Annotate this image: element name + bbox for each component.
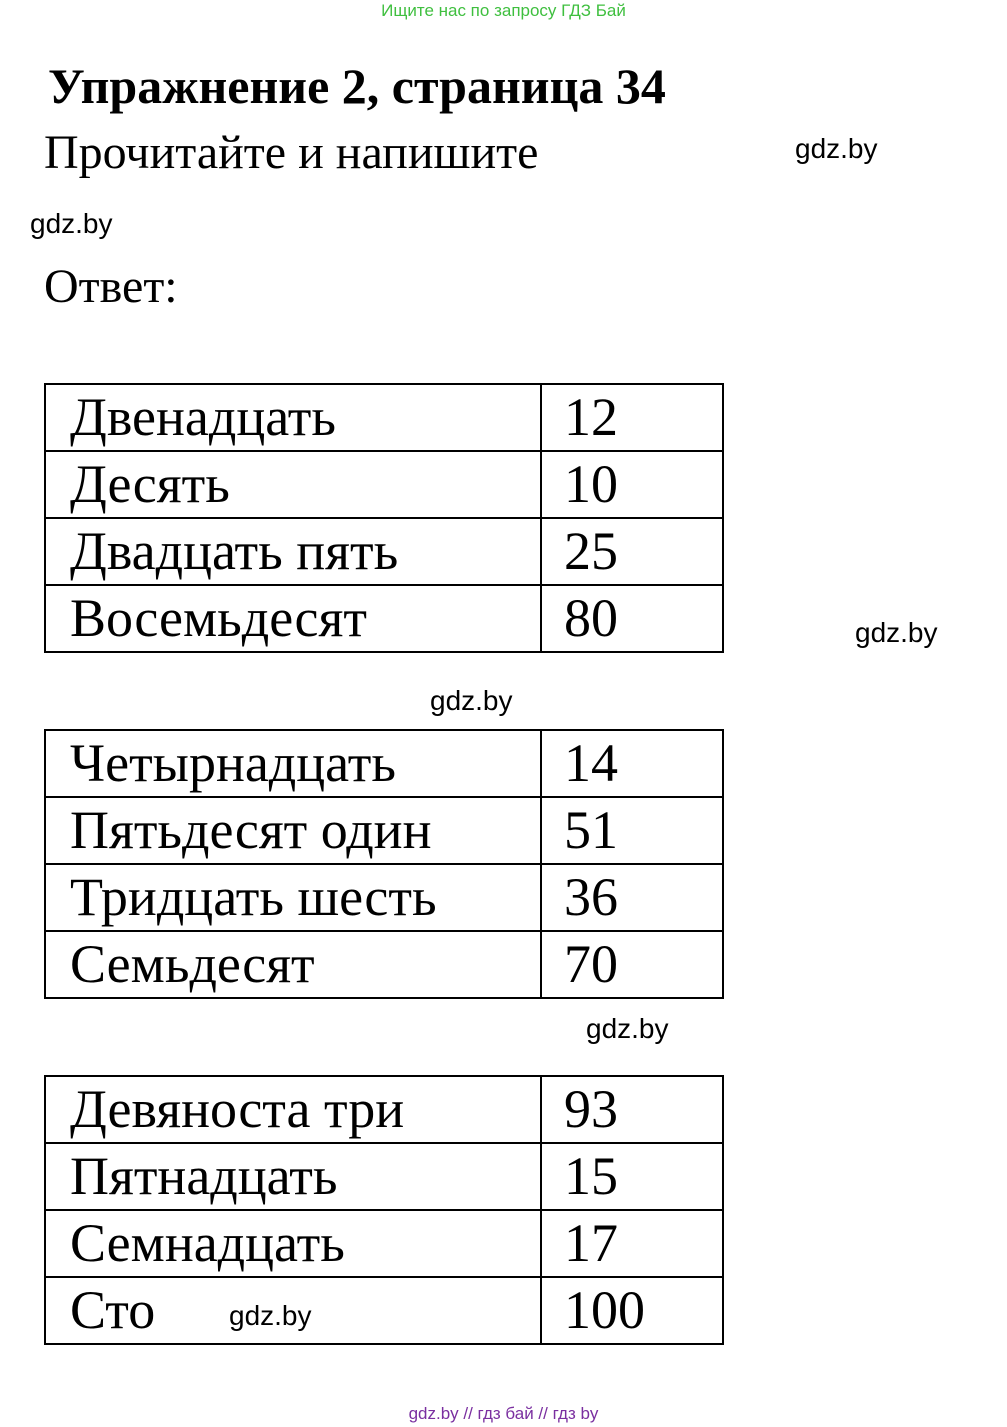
table-row: [45, 1076, 723, 1143]
table-row: [45, 384, 723, 451]
number-value: 12: [541, 384, 723, 451]
table-row: [45, 730, 723, 797]
number-word: Двадцать пять: [45, 518, 541, 585]
table-row: [45, 1210, 723, 1277]
table-row: [45, 931, 723, 998]
table-row: [45, 864, 723, 931]
number-word: Семьдесят: [45, 931, 541, 998]
number-word: Двенадцать: [45, 384, 541, 451]
number-word: Сто: [45, 1277, 541, 1344]
number-table-2: [44, 729, 724, 999]
number-word: Четырнадцать: [45, 730, 541, 797]
table-row: [45, 1143, 723, 1210]
number-value: 36: [541, 864, 723, 931]
table-row: [45, 1277, 723, 1344]
number-value: 80: [541, 585, 723, 652]
footer-links[interactable]: gdz.by // гдз бай // гдз by: [408, 1404, 599, 1423]
number-table-1: [44, 383, 724, 653]
watermark: gdz.by: [430, 685, 513, 716]
watermark: gdz.by: [30, 208, 113, 239]
table-row: [45, 518, 723, 585]
number-word: Семнадцать: [45, 1210, 541, 1277]
watermark: gdz.by: [795, 133, 878, 164]
number-value: 10: [541, 451, 723, 518]
number-value: 14: [541, 730, 723, 797]
number-word: Десять: [45, 451, 541, 518]
number-value: 70: [541, 931, 723, 998]
watermark: gdz.by: [229, 1300, 312, 1331]
number-word: Пятнадцать: [45, 1143, 541, 1210]
number-word: Пятьдесят один: [45, 797, 541, 864]
page-title: Упражнение 2, страница 34: [48, 58, 666, 114]
number-value: 93: [541, 1076, 723, 1143]
number-value: 25: [541, 518, 723, 585]
number-value: 17: [541, 1210, 723, 1277]
table-row: [45, 797, 723, 864]
number-value: 15: [541, 1143, 723, 1210]
table-row: [45, 451, 723, 518]
answer-label: Ответ:: [44, 260, 178, 313]
watermark: gdz.by: [586, 1013, 669, 1044]
task-instruction: Прочитайте и напишите: [44, 126, 539, 179]
number-word: Тридцать шесть: [45, 864, 541, 931]
top-banner: Ищите нас по запросу ГДЗ Бай: [381, 1, 626, 20]
number-word: Девяноста три: [45, 1076, 541, 1143]
number-word: Восемьдесят: [45, 585, 541, 652]
number-value: 51: [541, 797, 723, 864]
number-table-3: [44, 1075, 724, 1345]
watermark: gdz.by: [855, 617, 938, 648]
number-value: 100: [541, 1277, 723, 1344]
table-row: [45, 585, 723, 652]
